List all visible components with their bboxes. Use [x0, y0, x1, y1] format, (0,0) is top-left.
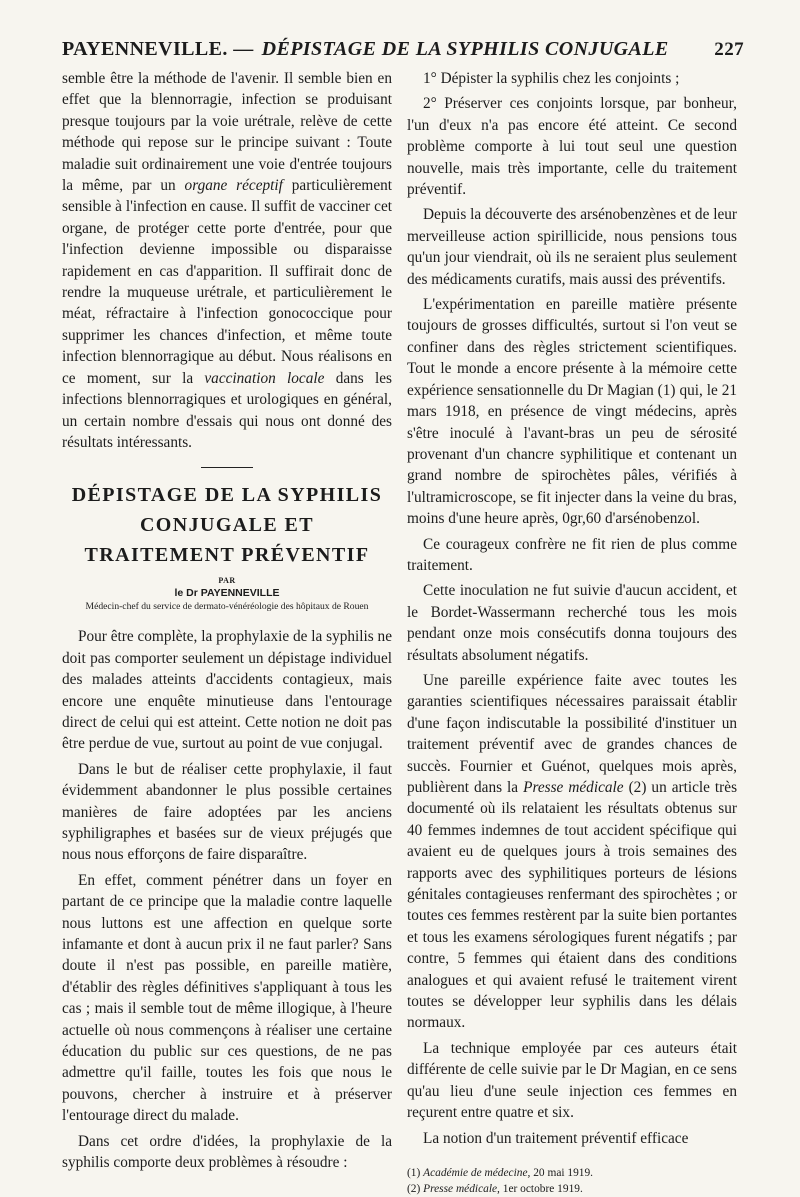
footnote-date: 20 mai 1919. — [533, 1166, 594, 1179]
footnote-source: Presse médicale, — [423, 1182, 500, 1195]
paragraph: La technique employée par ces auteurs était différente de celle suivie par le Dr Magian, en ce sens qu'au lieu d'une seule injection ces femmes en reçurent entre quatre et six. — [407, 1039, 737, 1122]
paragraph: La notion d'un traitement préventif efficace — [423, 1129, 689, 1147]
author-affiliation: Médecin-chef du service de dermato-vénéréologie des hôpitaux de Rouen — [85, 601, 369, 613]
paragraph: Pour être complète, la prophylaxie de la syphilis ne doit pas comporter seulement un dépistage individuel des malades atteints d'accidents contagieux, mais encore une enquête minutieuse dans l'entourage direct de celui qui est atteint. Cette notion ne doit pas être perdue de vue, surtout au point de vue conjugal. — [62, 628, 392, 753]
running-header — [62, 38, 744, 61]
paragraph: Ce courageux confrère ne fit rien de plus comme traitement. — [407, 535, 737, 574]
footnote-2 — [407, 1181, 737, 1197]
footnote-1 — [407, 1165, 737, 1181]
footnote-date: 1er octobre 1919. — [502, 1182, 583, 1195]
article-title-line-1: DÉPISTAGE DE LA SYPHILIS — [71, 484, 383, 507]
footnote-number: (2) — [407, 1182, 421, 1195]
paragraph-continuation — [62, 68, 392, 453]
text-run: dans les infections blennorragiques et urologiques en général, un certain nombre d'essais qui nous ont donné des résultats intéressants. — [62, 369, 392, 451]
paragraph — [407, 670, 737, 1034]
paragraph: L'expérimentation en pareille matière présente toujours de grosses difficultés, surtout si l'on veut se confiner dans des règles strictement scientifiques. Tout le monde a encore présente à la mémoire cette expérience sensationnelle du Dr Magian (1) qui, le 21 mars 1918, en présence de vingt médecins, après s'être inoculé à l'avant-bras un peu de sérosité provenant d'un chancre syphilitique et contenant un grand nombre de spirochètes pâles, vérifiés à l'ultramicroscope, se fit injecter dans la veine du bras, moins d'une heure après, 0gr,60 d'arsénobenzol. — [407, 296, 737, 528]
article-title-line-3: TRAITEMENT PRÉVENTIF — [84, 544, 370, 567]
paragraph: En effet, comment pénétrer dans un foyer en partant de ce principe que la maladie contre laquelle nous luttons est une affection en quelque sorte infamante et dont à aucun prix il ne faut parler? Sans doute il n'est pas possible, en pareille matière, d'établir des règles définitives s'appliquant à tous les cas ; mais il semble tout de même illogique, à l'heure actuelle où nous commençons à réaliser une certaine éducation du public sur ces questions, de ne pas admettre qu'il faille, toutes les fois que nous le pouvons, chercher à instruire et à préserver l'entourage direct du malade. — [62, 871, 392, 1125]
paragraph: 2° Préserver ces conjoints lorsque, par bonheur, l'un d'eux n'a pas encore été atteint. Ce second problème comporte à lui tout seul une question nouvelle, mais très importante, celle du traitement préventif. — [407, 95, 737, 199]
text-run: Une pareille expérience faite avec toutes les garanties scientifiques nécessaires paraissait établir d'une façon indiscutable la possibilité d'instituer un traitement préventif avec de grandes chances de succès. Fournier et Guénot, quelques mois après, publièrent dans la — [407, 671, 737, 796]
emphasis: vaccination locale — [204, 369, 325, 387]
byline-par: PAR — [218, 576, 236, 586]
section-divider — [201, 467, 253, 468]
paragraph: Depuis la découverte des arsénobenzènes et de leur merveilleuse action spirillicide, nous pensions tous qu'un jour viendrait, où ils ne seraient plus seulement des médicaments curatifs, mais aussi des préventifs. — [407, 206, 737, 288]
article-author: le Dr PAYENNEVILLE — [174, 587, 280, 600]
footnote-number: (1) — [407, 1166, 421, 1179]
text-run: semble être la méthode de l'avenir. Il semble bien en effet que la blennorragie, infection se produisant presque toujours par la voie urétrale, relève de cette méthode qui repose sur le principe suivant : Toute maladie suit ordinairement une voie d'entrée toujours la même, par un — [62, 70, 392, 195]
left-column — [62, 68, 392, 1177]
paragraph: Dans le but de réaliser cette prophylaxie, il faut évidemment abandonner le plus possible certaines manières de faire adoptées par les anciens syphiligraphes et basées sur de vieux préjugés que nous nous efforçons de faire disparaître. — [62, 760, 392, 864]
right-column — [407, 68, 737, 1197]
article-title-line-2: CONJUGALE ET — [139, 514, 315, 537]
header-title: DÉPISTAGE DE LA SYPHILIS CONJUGALE — [261, 38, 669, 60]
text-run: (2) un article très documenté où ils relataient les résultats obtenus sur 40 femmes indemnes de tout accident spécifique qui avaient eu de quelques jours à trois semaines des rapports avec des syphilitiques porteurs de lésions génitales contagieuses renfermant des spirochètes ; or toutes ces femmes restèrent par la suite bien portantes et tous les examens sérologiques furent négatifs ; par contre, 5 femmes qui étaient dans des conditions analogues et qui avaient refusé le traitement virent toutes se développer leur syphilis dans les délais normaux. — [407, 779, 738, 1032]
header-author: PAYENNEVILLE. — — [62, 38, 254, 60]
paragraph: 1° Dépister la syphilis chez les conjoints ; — [423, 70, 680, 87]
emphasis: Presse médicale — [523, 779, 624, 796]
footnotes — [407, 1165, 737, 1197]
paragraph: Cette inoculation ne fut suivie d'aucun accident, et le Bordet-Wassermann recherché tous les mois pendant onze mois consécutifs donna toujours des résultats absolument négatifs. — [407, 582, 737, 664]
paragraph: Dans cet ordre d'idées, la prophylaxie de la syphilis comporte deux problèmes à résoudre : — [62, 1132, 392, 1172]
footnote-source: Académie de médecine, — [423, 1166, 531, 1179]
text-run: particulièrement sensible à l'infection en cause. Il suffit de vacciner cet organe, de protéger cette porte d'entrée, pour que l'infection devienne impossible ou disparaisse rapidement en cas d'apparition. Il suffirait donc de rendre la muqueuse urétrale, et particulièrement le méat, réfractaire à l'infection gonococcique pour supprimer les chances d'infection, et même toute infection blennorragique au début. Nous réalisons en ce moment, sur la — [62, 177, 393, 387]
emphasis: organe réceptif — [184, 177, 283, 195]
page-number: 227 — [714, 39, 744, 60]
